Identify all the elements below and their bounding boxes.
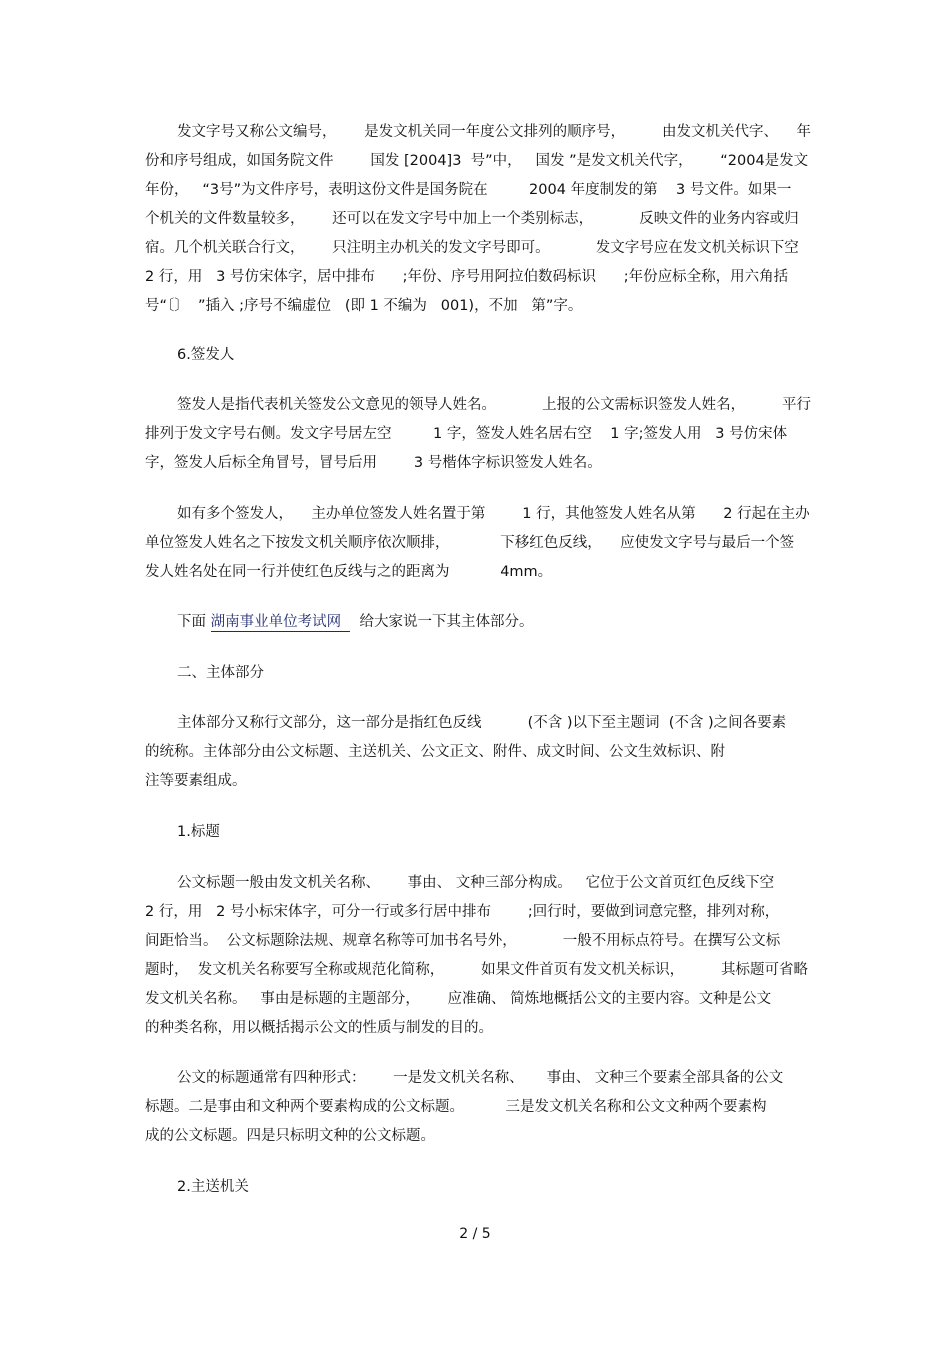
paragraph-line: 如有多个签发人， 主办单位签发人姓名置于第 1 行，其他签发人姓名从第 2 行起在主办 <box>177 506 810 522</box>
paragraph-line <box>177 612 534 632</box>
paragraph-line: 单位签发人姓名之下按发文机关顺序依次顺排， 下移红色反线， 应使发文字号与最后一个签 <box>145 535 795 551</box>
section-heading: 2.主送机关 <box>177 1179 249 1195</box>
paragraph-line: 公文标题一般由发文机关名称、 事由、 文种三部分构成。 它位于公文首页红色反线下空 <box>177 875 775 891</box>
paragraph-line: 份和序号组成，如国务院文件 国发 [2004]3 号”中， 国发 ”是发文机关代字， “2004是发文 <box>145 153 809 169</box>
paragraph-line: 字，签发人后标全角冒号，冒号后用 3 号楷体字标识签发人姓名。 <box>145 455 602 471</box>
paragraph-line: 主体部分又称行文部分，这一部分是指红色反线 (不含 )以下至主题词 (不含 )之间各要素 <box>177 715 787 731</box>
paragraph-line: 2 行，用 2 号小标宋体字，可分一行或多行居中排布 ;回行时，要做到词意完整，排列对称， <box>145 904 780 920</box>
paragraph-line: 标题。二是事由和文种两个要素构成的公文标题。 三是发文机关名称和公文文种两个要素构 <box>145 1099 767 1115</box>
paragraph-line: 宿。几个机关联合行文， 只注明主办机关的发文字号即可。 发文字号应在发文机关标识下空 <box>145 240 799 256</box>
paragraph-line: 发文机关名称。 事由是标题的主题部分， 应准确、 简炼地概括公文的主要内容。文种是公文 <box>145 991 772 1007</box>
section-heading: 6.签发人 <box>177 347 235 363</box>
section-heading: 二、主体部分 <box>177 665 264 681</box>
paragraph-line: 年份， “3号”为文件序号，表明这份文件是国务院在 2004 年度制发的第 3 号文件。如果一 <box>145 182 792 198</box>
paragraph-line: 号“〔〕 ”插入 ;序号不编虚位 (即 1 不编为 001)，不加 第”字。 <box>145 298 583 314</box>
paragraph-line: 2 行，用 3 号仿宋体字，居中排布 ;年份、序号用阿拉伯数码标识 ;年份应标全称，用六角括 <box>145 269 789 285</box>
paragraph-line: 个机关的文件数量较多， 还可以在发文字号中加上一个类别标志， 反映文件的业务内容或归 <box>145 211 799 227</box>
link-suffix: 给大家说一下其主体部分。 <box>350 614 534 630</box>
page-number: 2 / 5 <box>459 1226 491 1242</box>
paragraph-line: 发文字号又称公文编号， 是发文机关同一年度公文排列的顺序号， 由发文机关代字、 年 <box>177 124 811 140</box>
paragraph-line: 间距恰当。 公文标题除法规、规章名称等可加书名号外， 一般不用标点符号。在撰写公文标 <box>145 933 781 949</box>
link-prefix: 下面 <box>177 614 211 630</box>
paragraph-line: 公文的标题通常有四种形式： 一是发文机关名称、 事由、 文种三个要素全部具备的公文 <box>177 1070 784 1086</box>
paragraph-line: 排列于发文字号右侧。发文字号居左空 1 字，签发人姓名居右空 1 字;签发人用 3 号仿宋体 <box>145 426 788 442</box>
paragraph-line: 题时， 发文机关名称要写全称或规范化简称， 如果文件首页有发文机关标识， 其标题可省略 <box>145 962 808 978</box>
paragraph-line: 的种类名称，用以概括揭示公文的性质与制发的目的。 <box>145 1020 493 1036</box>
paragraph-line: 的统称。主体部分由公文标题、主送机关、公文正文、附件、成文时间、公文生效标识、附 <box>145 744 725 760</box>
paragraph-line: 成的公文标题。四是只标明文种的公文标题。 <box>145 1128 435 1144</box>
paragraph-line: 签发人是指代表机关签发公文意见的领导人姓名。 上报的公文需标识签发人姓名， 平行 <box>177 397 811 413</box>
paragraph-line: 注等要素组成。 <box>145 773 247 789</box>
paragraph-line: 发人姓名处在同一行并使红色反线与之的距离为 4mm。 <box>145 564 553 580</box>
section-heading: 1.标题 <box>177 824 220 840</box>
exam-site-link[interactable]: 湖南事业单位考试网 <box>210 614 351 630</box>
